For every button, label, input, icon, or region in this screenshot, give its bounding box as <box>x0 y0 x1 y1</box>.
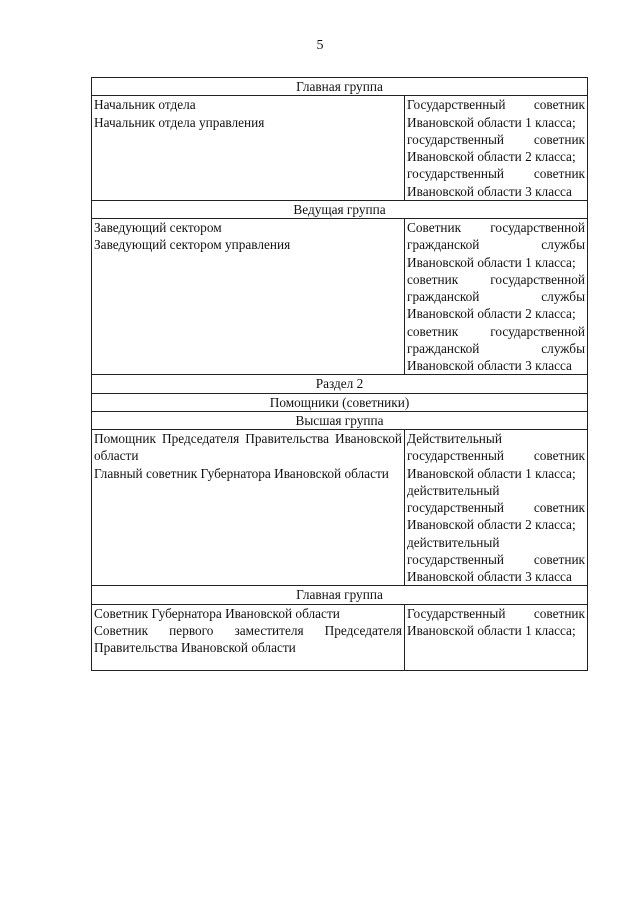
table-row <box>92 96 588 201</box>
position-name: Главный советник Губернатора Ивановской области <box>94 465 389 481</box>
group-header-row <box>92 411 588 429</box>
section-subtitle: Помощники (советники) <box>92 393 588 411</box>
positions-cell <box>92 219 405 375</box>
positions-cell <box>92 604 405 670</box>
class-rank: Государственный советник Ивановской области 1 класса; <box>407 605 586 638</box>
page-number: 5 <box>316 38 324 53</box>
class-rank: Государственный советник Ивановской области 1 класса; <box>407 97 586 130</box>
class-rank: действительный государственный советник Ивановской области 2 класса; <box>407 482 586 533</box>
group-title-main: Главная группа <box>92 586 588 604</box>
section-header-row <box>92 375 588 393</box>
ranks-cell <box>405 604 588 670</box>
group-title-main: Главная группа <box>92 78 588 96</box>
class-rank: Советник государственной гражданской службы Ивановской области 1 класса; <box>407 220 586 270</box>
table-row <box>92 430 588 586</box>
group-header-row <box>92 200 588 218</box>
position-name: Начальник отдела управления <box>94 114 265 130</box>
class-rank: государственный советник Ивановской области 2 класса; <box>407 131 586 164</box>
group-title-leading: Ведущая группа <box>92 200 588 218</box>
class-rank: государственный советник Ивановской области 3 класса <box>407 166 586 199</box>
class-rank: действительный государственный советник Ивановской области 3 класса <box>407 534 586 584</box>
position-name: Начальник отдела <box>94 97 196 113</box>
position-name: Советник Губернатора Ивановской области <box>94 605 340 621</box>
positions-cell <box>92 96 405 201</box>
position-name: Заведующий сектором управления <box>94 237 291 253</box>
group-header-row <box>92 586 588 604</box>
group-header-row <box>92 78 588 96</box>
position-name: Советник первого заместителя Председателя Правительства Ивановской области <box>94 622 402 655</box>
group-title-highest: Высшая группа <box>92 411 588 429</box>
positions-table <box>91 77 588 671</box>
position-name: Помощник Председателя Правительства Ивановской области <box>94 431 402 464</box>
position-name: Заведующий сектором <box>94 220 222 235</box>
section-title: Раздел 2 <box>92 375 588 393</box>
ranks-cell <box>405 96 588 201</box>
positions-cell <box>92 430 405 586</box>
section-header-row <box>92 393 588 411</box>
table-row <box>92 219 588 375</box>
ranks-cell <box>405 219 588 375</box>
class-rank: советник государственной гражданской службы Ивановской области 3 класса <box>407 323 586 373</box>
class-rank: Действительный государственный советник Ивановской области 1 класса; <box>407 431 586 481</box>
ranks-cell <box>405 430 588 586</box>
class-rank: советник государственной гражданской службы Ивановской области 2 класса; <box>407 271 586 322</box>
table-row <box>92 604 588 670</box>
